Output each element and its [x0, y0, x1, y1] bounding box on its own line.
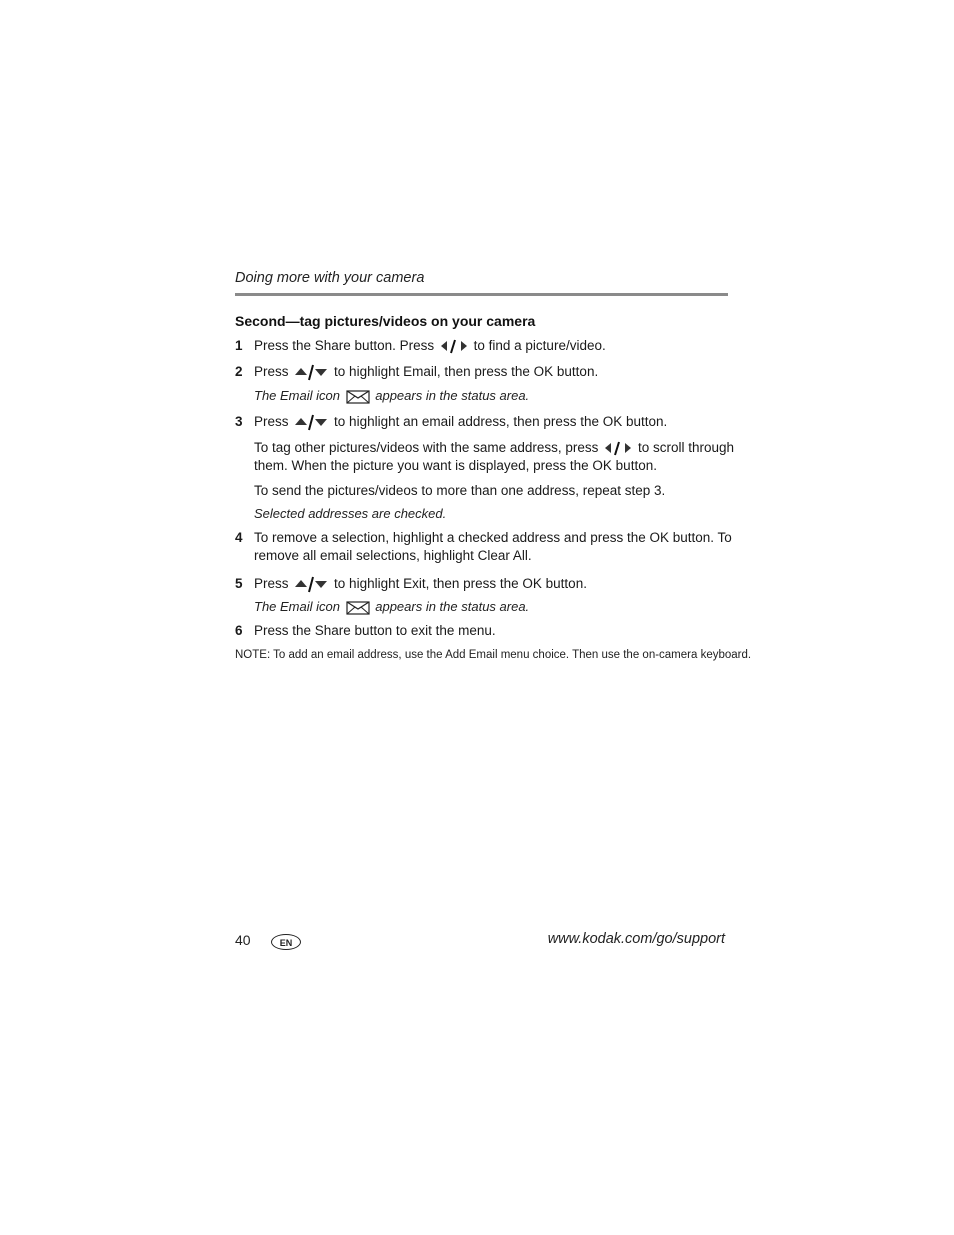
step-text: remove all email selections, highlight Clear All.	[254, 548, 532, 563]
step-text: Press the Share button. Press	[254, 338, 435, 353]
email-envelope-icon	[346, 390, 370, 404]
step-number: 1	[235, 338, 243, 353]
step-text: to highlight Exit, then press the OK button.	[334, 576, 587, 591]
step-paragraph	[254, 439, 734, 457]
up-down-arrows-icon	[294, 575, 328, 593]
paragraph-text: to scroll through	[637, 440, 735, 455]
header-rule	[235, 293, 728, 296]
step-note	[254, 387, 529, 405]
step-note: Selected addresses are checked.	[254, 506, 447, 521]
page-number: 40	[235, 932, 251, 948]
step-text: to find a picture/video.	[473, 338, 606, 353]
note-text: appears in the status area.	[375, 388, 530, 403]
left-right-arrows-icon	[604, 440, 632, 456]
up-down-arrows-icon	[294, 413, 328, 431]
step-text: To remove a selection, highlight a checked address and press the OK button. To	[254, 530, 732, 545]
step-number: 3	[235, 414, 243, 429]
note-text: appears in the status area.	[375, 599, 530, 614]
step-text: Press	[254, 364, 289, 379]
paragraph-text: them. When the picture you want is displayed, press the OK button.	[254, 458, 657, 473]
note-text: The Email icon	[254, 388, 340, 403]
paragraph-text: To send the pictures/videos to more than one address, repeat step 3.	[254, 483, 666, 498]
note-text: NOTE: To add an email address, use the Add Email menu choice. Then use the on-camera keyboard.	[235, 649, 752, 661]
step-text: Press	[254, 576, 289, 591]
step-text: to highlight Email, then press the OK button.	[334, 364, 599, 379]
note-text: The Email icon	[254, 599, 340, 614]
step-text: Press the Share button to exit the menu.	[254, 623, 496, 638]
section-heading: Second—tag pictures/videos on your camera	[235, 313, 536, 329]
email-envelope-icon	[346, 601, 370, 615]
step-note	[254, 598, 529, 616]
support-url[interactable]: www.kodak.com/go/support	[547, 931, 725, 947]
up-down-arrows-icon	[294, 363, 328, 381]
step-number: 5	[235, 576, 243, 591]
step-number: 4	[235, 530, 243, 545]
page-header-title: Doing more with your camera	[235, 270, 425, 286]
step-text: Press	[254, 414, 289, 429]
step-number: 6	[235, 623, 243, 638]
step-number: 2	[235, 364, 243, 379]
step-text: to highlight an email address, then press the OK button.	[334, 414, 668, 429]
left-right-arrows-icon	[440, 338, 468, 354]
language-badge: EN	[271, 934, 301, 950]
paragraph-text: To tag other pictures/videos with the same address, press	[254, 440, 599, 455]
